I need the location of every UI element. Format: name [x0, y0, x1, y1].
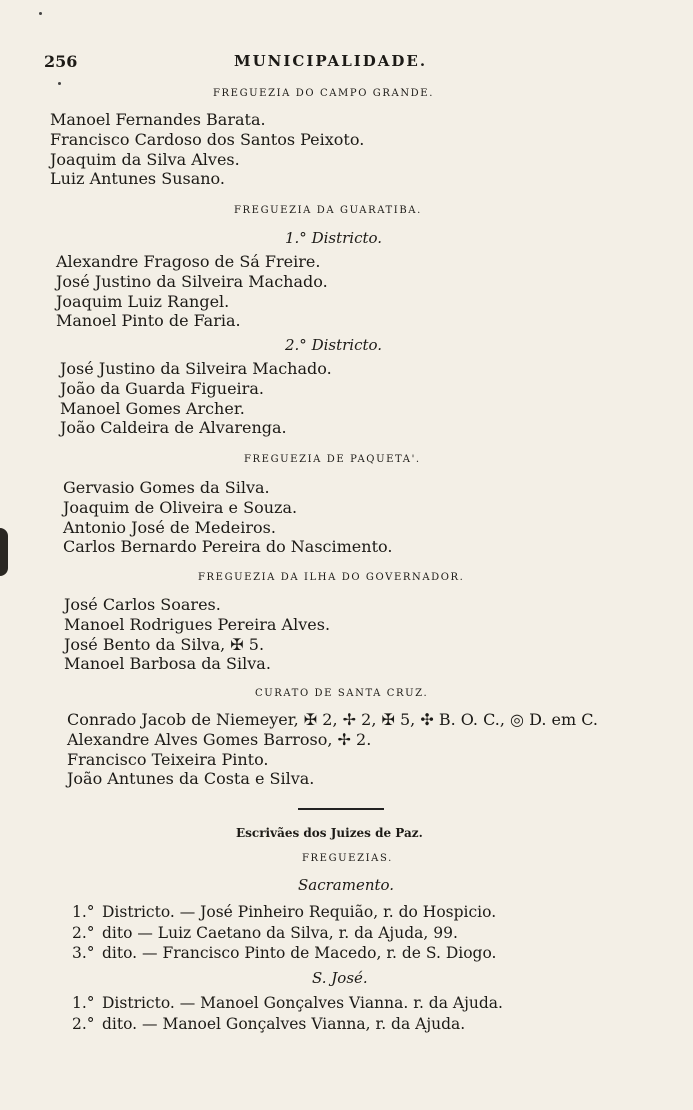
clerk-list — [72, 993, 503, 1034]
entry-number: 3.° — [72, 944, 95, 962]
list-item: Alexandre Fragoso de Sá Freire. — [56, 252, 321, 271]
list-item: Carlos Bernardo Pereira do Nascimento. — [63, 537, 393, 557]
name-list — [50, 110, 364, 189]
parish-heading: S. José. — [312, 969, 368, 987]
page-number: 256 — [44, 52, 78, 71]
clerk-list — [72, 902, 496, 964]
entry-text: dito. — Francisco Pinto de Macedo, r. de S. Diogo. — [102, 944, 497, 962]
entry-number: 1.° — [72, 903, 95, 921]
list-item: João Caldeira de Alvarenga. — [60, 418, 287, 438]
list-item: José Bento da Silva, ✠ 5. — [64, 634, 265, 654]
list-item — [72, 902, 496, 923]
name-list — [60, 359, 332, 438]
list-item — [72, 923, 496, 944]
list-item: Alexandre Alves Gomes Barroso, ✢ 2. — [67, 729, 372, 749]
district-heading: 2.° Districto. — [285, 336, 383, 354]
list-item — [72, 1014, 503, 1035]
speck — [39, 12, 42, 15]
section-divider — [298, 808, 384, 810]
list-item: Conrado Jacob de Niemeyer, ✠ 2, ✢ 2, ✠ 5, ✣ B. O. C., ◎ D. em C. — [67, 710, 598, 729]
entry-text: Districto. — José Pinheiro Requião, r. do Hospicio. — [102, 903, 497, 921]
entry-text: dito. — Manoel Gonçalves Vianna, r. da Ajuda. — [102, 1014, 466, 1033]
list-item — [72, 943, 496, 964]
name-list — [64, 595, 330, 674]
entry-number: 2.° — [72, 1014, 95, 1033]
list-item: José Carlos Soares. — [64, 595, 221, 614]
entry-text: dito — Luiz Caetano da Silva, r. da Ajuda, 99. — [102, 923, 458, 942]
list-item: João Antunes da Costa e Silva. — [67, 769, 315, 789]
district-heading: 1.° Districto. — [285, 229, 383, 247]
freguezias-heading: FREGUEZIAS. — [302, 853, 393, 864]
list-item: João da Guarda Figueira. — [60, 378, 264, 398]
list-item — [72, 993, 503, 1014]
entry-number: 1.° — [72, 994, 95, 1012]
section-heading: FREGUEZIA DE PAQUETA'. — [244, 454, 421, 465]
escrivaes-title: Escrivães dos Juizes de Paz. — [236, 826, 423, 840]
list-item: José Justino da Silveira Machado. — [60, 359, 332, 378]
list-item: Manoel Barbosa da Silva. — [64, 654, 271, 674]
list-item: Joaquim Luiz Rangel. — [56, 291, 230, 311]
entry-number: 2.° — [72, 923, 95, 942]
page-header — [44, 52, 644, 74]
list-item: Manoel Fernandes Barata. — [50, 110, 266, 129]
section-heading: FREGUEZIA DO CAMPO GRANDE. — [213, 88, 434, 99]
parish-heading: Sacramento. — [298, 876, 395, 894]
section-heading: FREGUEZIA DA ILHA DO GOVERNADOR. — [198, 572, 465, 583]
list-item: Francisco Cardoso dos Santos Peixoto. — [50, 129, 365, 149]
list-item: Luiz Antunes Susano. — [50, 169, 225, 189]
list-item: Francisco Teixeira Pinto. — [67, 749, 269, 769]
list-item: Manoel Pinto de Faria. — [56, 311, 241, 331]
speck — [58, 82, 61, 85]
running-title: MUNICIPALIDADE. — [234, 52, 428, 70]
name-list — [56, 252, 328, 331]
section-heading: CURATO DE SANTA CRUZ. — [255, 688, 429, 699]
list-item: Manoel Gomes Archer. — [60, 398, 245, 418]
name-list — [63, 478, 392, 557]
list-item: Gervasio Gomes da Silva. — [63, 478, 270, 497]
list-item: José Justino da Silveira Machado. — [56, 271, 328, 291]
list-item: Antonio José de Medeiros. — [63, 517, 276, 537]
section-heading: FREGUEZIA DA GUARATIBA. — [234, 205, 422, 216]
binding-mark — [0, 528, 8, 576]
list-item: Joaquim de Oliveira e Souza. — [63, 497, 298, 517]
list-item: Joaquim da Silva Alves. — [50, 149, 240, 169]
name-list — [67, 710, 598, 789]
entry-text: Districto. — Manoel Gonçalves Vianna. r. da Ajuda. — [102, 994, 503, 1012]
list-item: Manoel Rodrigues Pereira Alves. — [64, 614, 331, 634]
